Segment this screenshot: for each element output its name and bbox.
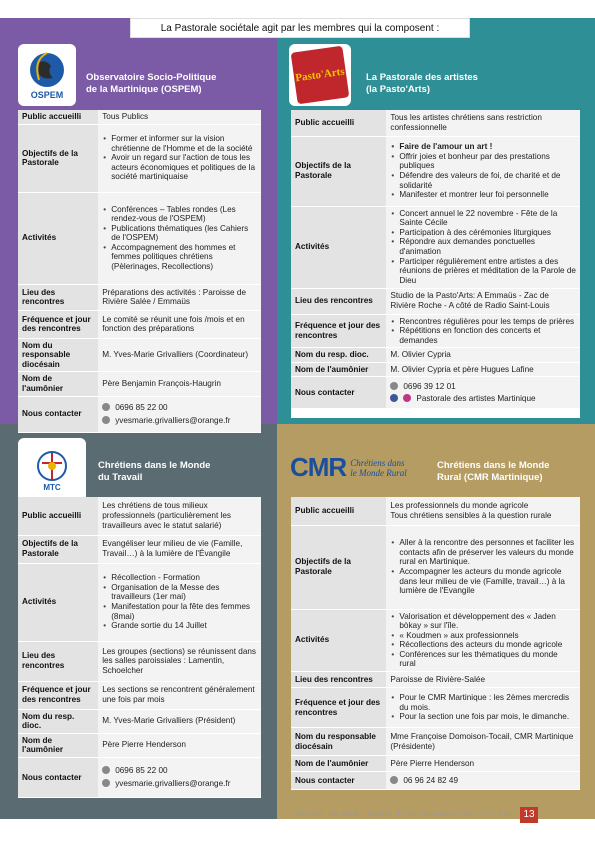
- phone-number[interactable]: 06 96 24 82 49: [403, 775, 458, 785]
- cmr-title-line1: Chrétiens dans le Monde: [437, 460, 550, 471]
- value: Evangéliser leur milieu de vie (Famille, Travail…) à la lumière de l'Évangile: [98, 535, 261, 563]
- footer-strip: [0, 819, 595, 842]
- phone-icon: [390, 382, 398, 390]
- label: Lieu des rencontres: [291, 288, 386, 314]
- label: Nous contacter: [18, 396, 98, 432]
- phone-icon: [102, 403, 110, 411]
- social-link[interactable]: Pastorale des artistes Martinique: [416, 394, 536, 404]
- label: Objectifs de la Pastorale: [291, 525, 386, 609]
- list-item: • Organisation de la Messe des travailleurs (1er mai): [102, 583, 257, 602]
- phone-number[interactable]: 0696 85 22 00: [115, 402, 168, 412]
- label: Nom du responsable diocésain: [18, 338, 98, 372]
- label: Lieu des rencontres: [291, 672, 386, 688]
- ospem-title-line1: Observatoire Socio-Politique: [86, 72, 217, 83]
- list-item: • Aller à la rencontre des personnes et faciliter les contacts afin de préserver les valeurs du monde rural en Martinique.: [390, 538, 576, 567]
- list-item: • Manifester et montrer leur foi personnelle: [390, 190, 576, 200]
- value: Les groupes (sections) se réunissent dans les salles paroissiales : Lamentin, Schoelcher: [98, 641, 261, 681]
- value: M. Olivier Cypria et père Hugues Lafine: [386, 362, 580, 377]
- mtc-title: [98, 460, 210, 484]
- label: Nous contacter: [18, 757, 98, 797]
- list-item: • « Koudmen » aux professionnels: [390, 631, 576, 641]
- label: Objectifs de la Pastorale: [291, 136, 386, 206]
- pasto-logo: [289, 44, 351, 106]
- label: Public accueilli: [291, 497, 386, 525]
- list-item: • Grande sortie du 14 Juillet: [102, 621, 257, 631]
- list-item: • Répétitions en fonction des concerts et demandes: [390, 326, 576, 345]
- label: Public accueilli: [291, 110, 386, 136]
- cmr-logo: [290, 452, 407, 483]
- cmr-title: [437, 460, 549, 484]
- list-item: • Rencontres régulières pour les temps de prières: [390, 317, 576, 327]
- value: Tous les artistes chrétiens sans restriction confessionnelle: [386, 110, 580, 136]
- value: Tous Publics: [98, 110, 261, 124]
- ospem-logo: [18, 44, 76, 106]
- value: Paroisse de Rivière-Salée: [386, 672, 580, 688]
- email-icon: [102, 416, 110, 424]
- list-item: • Pour la section une fois par mois, le dimanche.: [390, 712, 576, 722]
- label: Nom de l'aumônier: [18, 372, 98, 396]
- mtc-logo-text: MTC: [43, 482, 61, 492]
- mtc-card: [18, 497, 261, 789]
- list-item: • Publications thématiques (les Cahiers de l'OSPEM): [102, 224, 257, 243]
- globe-icon: [27, 50, 67, 90]
- email-link[interactable]: yvesmarie.grivalliers@orange.fr: [115, 415, 231, 425]
- list-item: • Conférences – Tables rondes (Les rendez-vous de l'OSPEM): [102, 205, 257, 224]
- value: Les professionnels du monde agricole: [390, 501, 529, 511]
- label: Lieu des rencontres: [18, 641, 98, 681]
- ospem-title-line2: de la Martinique (OSPEM): [86, 84, 202, 95]
- phone-number[interactable]: 0696 39 12 01: [403, 381, 456, 391]
- value: Les sections se rencontrent généralement une fois par mois: [98, 681, 261, 709]
- label: Nous contacter: [291, 772, 386, 790]
- label: Activités: [18, 192, 98, 284]
- label: Nous contacter: [291, 377, 386, 409]
- cmr-logo-subtitle: [350, 458, 407, 478]
- cmr-logo-line1: Chrétiens dans: [350, 457, 405, 468]
- list-item: • Accompagner les acteurs du monde agricole dans leur milieu de vie (Famille, travail…) à la lumière de l'Evangile: [390, 567, 576, 596]
- ospem-card: [18, 110, 261, 425]
- label: Objectifs de la Pastorale: [18, 124, 98, 192]
- ospem-logo-text: OSPEM: [30, 90, 64, 100]
- value: Les chrétiens de tous milieux professionnels (particulièrement les travailleurs avec le statut salarié): [98, 497, 261, 535]
- mtc-emblem-icon: [29, 449, 75, 483]
- value: Mme Françoise Domoison-Tocail, CMR Martinique (Présidente): [386, 728, 580, 756]
- label: Lieu des rencontres: [18, 284, 98, 310]
- list-item: • Participer régulièrement entre artistes a des réunions de prières et méditation de la Parole de Dieu: [390, 257, 576, 286]
- label: Nom du responsable diocésain: [291, 728, 386, 756]
- list-item: • Récollection - Formation: [102, 573, 257, 583]
- cmr-logo-text: CMR: [290, 452, 347, 482]
- list-item: • Participation à des cérémonies liturgiques: [390, 228, 576, 238]
- label: Public accueilli: [18, 497, 98, 535]
- phone-icon: [102, 766, 110, 774]
- label: Fréquence et jour des rencontres: [291, 688, 386, 728]
- label: Fréquence et jour des rencontres: [18, 681, 98, 709]
- label: Fréquence et jour des rencontres: [18, 310, 98, 338]
- page-number: 13: [520, 807, 538, 823]
- list-item: • Récollections des acteurs du monde agricole: [390, 640, 576, 650]
- value: Le comité se réunit une fois /mois et en fonction des préparations: [98, 310, 261, 338]
- pasto-title: [366, 72, 478, 96]
- list-item: • Concert annuel le 22 novembre - Fête de la Sainte Cécile: [390, 209, 576, 228]
- cmr-logo-line2: le Monde Rural: [350, 467, 407, 478]
- phone-number[interactable]: 0696 85 22 00: [115, 766, 168, 776]
- top-strip: [0, 0, 595, 18]
- list-item: • Répondre aux demandes ponctuelles d'animation: [390, 237, 576, 256]
- email-icon: [102, 779, 110, 787]
- value: Préparations des activités : Paroisse de Rivière Salée / Emmaüs: [98, 284, 261, 310]
- value: M. Olivier Cypria: [386, 348, 580, 363]
- value: M. Yves-Marie Grivalliers (Président): [98, 709, 261, 733]
- list-item: • Manifestation pour la fête des femmes (8mai): [102, 602, 257, 621]
- pasto-card: [291, 110, 580, 418]
- list-item: • Valorisation et développement des « Jaden bòkay » sur l'île.: [390, 612, 576, 631]
- list-item: • Accompagnement des hommes et femmes politiques chrétiens (Pèlerinages, Recollections): [102, 243, 257, 272]
- cmr-title-line2: Rural (CMR Martinique): [437, 472, 543, 483]
- list-item: • Former et informer sur la vision chrétienne de l'Homme et de la société: [102, 134, 257, 153]
- value: Tous chrétiens sensibles à la question rurale: [390, 510, 552, 520]
- value: Père Pierre Henderson: [98, 733, 261, 757]
- pasto-title-line2: (la Pasto'Arts): [366, 84, 431, 95]
- label: Activités: [291, 206, 386, 288]
- value: Père Pierre Henderson: [386, 756, 580, 772]
- facebook-icon[interactable]: [390, 394, 398, 402]
- email-link[interactable]: yvesmarie.grivalliers@orange.fr: [115, 778, 231, 788]
- list-item: • Défendre des valeurs de foi, de charité et de solidarité: [390, 171, 576, 190]
- label: Fréquence et jour des rencontres: [291, 314, 386, 348]
- mtc-title-line1: Chrétiens dans le Monde: [98, 460, 211, 471]
- mtc-logo: [18, 438, 86, 502]
- label: Public accueilli: [18, 110, 98, 124]
- pasto-logo-text: Pasto'Arts: [291, 46, 350, 105]
- footer-text: ÉGLISE EN MARTINIQUE du 20 novembre 2022 – n° 650: [296, 811, 513, 818]
- list-item: • Pour le CMR Martinique : les 2èmes mercredis du mois.: [390, 693, 576, 712]
- list-item: • Avoir un regard sur l'action de tous les acteurs économiques et politiques de la société martiniquaise: [102, 153, 257, 182]
- label: Nom de l'aumônier: [291, 756, 386, 772]
- label: Objectifs de la Pastorale: [18, 535, 98, 563]
- instagram-icon[interactable]: [403, 394, 411, 402]
- pasto-title-line1: La Pastorale des artistes: [366, 72, 478, 83]
- label: Nom de l'aumônier: [18, 733, 98, 757]
- cmr-card: [291, 497, 580, 789]
- list-item: • Offrir joies et bonheur par des prestations publiques: [390, 152, 576, 171]
- ospem-title: [86, 72, 216, 96]
- value: Studio de la Pasto'Arts: A Emmaüs - Zac de Rivière Roche - A côté de Radio Saint-Louis: [386, 288, 580, 314]
- phone-icon: [390, 776, 398, 784]
- label: Activités: [291, 609, 386, 672]
- list-item: • Faire de l'amour un art !: [390, 142, 576, 152]
- label: Nom du resp. dioc.: [291, 348, 386, 363]
- label: Activités: [18, 563, 98, 641]
- mtc-title-line2: du Travail: [98, 472, 143, 483]
- value: M. Yves-Marie Grivalliers (Coordinateur): [98, 338, 261, 372]
- value: Père Benjamin François-Haugrin: [98, 372, 261, 396]
- list-item: • Conférences sur les thématiques du monde rural: [390, 650, 576, 669]
- label: Nom de l'aumônier: [291, 362, 386, 377]
- label: Nom du resp. dioc.: [18, 709, 98, 733]
- banner: La Pastorale sociétale agit par les membres qui la composent :: [130, 18, 470, 38]
